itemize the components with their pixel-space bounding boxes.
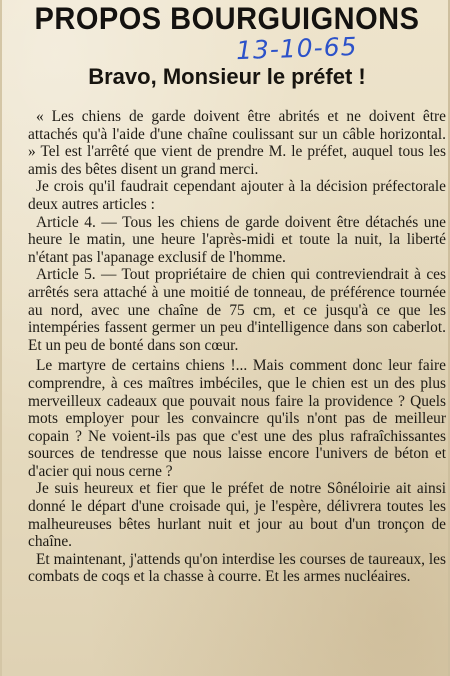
paragraph: Article 4. — Tous les chiens de garde doivent être détachés une heure le matin, une heure l'après-midi et toute la nuit, la liberté n'étant pas l'apanage exclusif de l'homme. [28, 213, 446, 266]
handwritten-date: 13-10-65 [235, 31, 358, 66]
article-headline: Bravo, Monsieur le préfet ! [88, 64, 366, 89]
column-title: PROPOS BOURGUIGNONS [34, 2, 420, 37]
paragraph: Je suis heureux et fier que le préfet de notre Sônéloirie ait ainsi donné le départ d'une croisade qui, je l'espère, délivrera toutes les malheureuses bêtes hurlant nuit et jour au bout d'un tronçon de chaîne. [28, 480, 446, 551]
paragraph: Article 5. — Tout propriétaire de chien qui contreviendrait à ces arrêtés sera attaché à une moitié de tonneau, de préférence tournée au nord, avec une chaîne de 75 cm, et ce jusqu'à ce que les intempéries fassent germer un peu d'intelligence dans son caberlot. Et un peu de bonté dans son cœur. [28, 266, 446, 354]
paragraph: Le martyre de certains chiens !... Mais comment donc leur faire comprendre, à ces maîtres imbéciles, que le chien est un des plus merveilleux cadeaux que pouvait nous faire la providence ? Quels mots employer pour les convaincre qu'ils n'ont pas de meilleur copain ? Ne voient-ils pas que c'est une des plus rafraîchissantes sources de tendresse que nous laisse encore l'univers de béton et d'acier qui nous cerne ? [28, 357, 446, 480]
paragraph: Et maintenant, j'attends qu'on interdise les courses de taureaux, les combats de coqs et la chasse à courre. Et les armes nucléaires. [28, 550, 446, 586]
article-body [28, 108, 446, 586]
paragraph: Je crois qu'il faudrait cependant ajouter à la décision préfectorale deux autres articles : [28, 178, 446, 213]
paragraph: « Les chiens de garde doivent être abrités et ne doivent être attachés qu'à l'aide d'une chaîne coulissant sur un câble horizontal. » Tel est l'arrêté que vient de prendre M. le préfet, auquel tous les amis des bêtes disent un grand merci. [28, 108, 446, 178]
